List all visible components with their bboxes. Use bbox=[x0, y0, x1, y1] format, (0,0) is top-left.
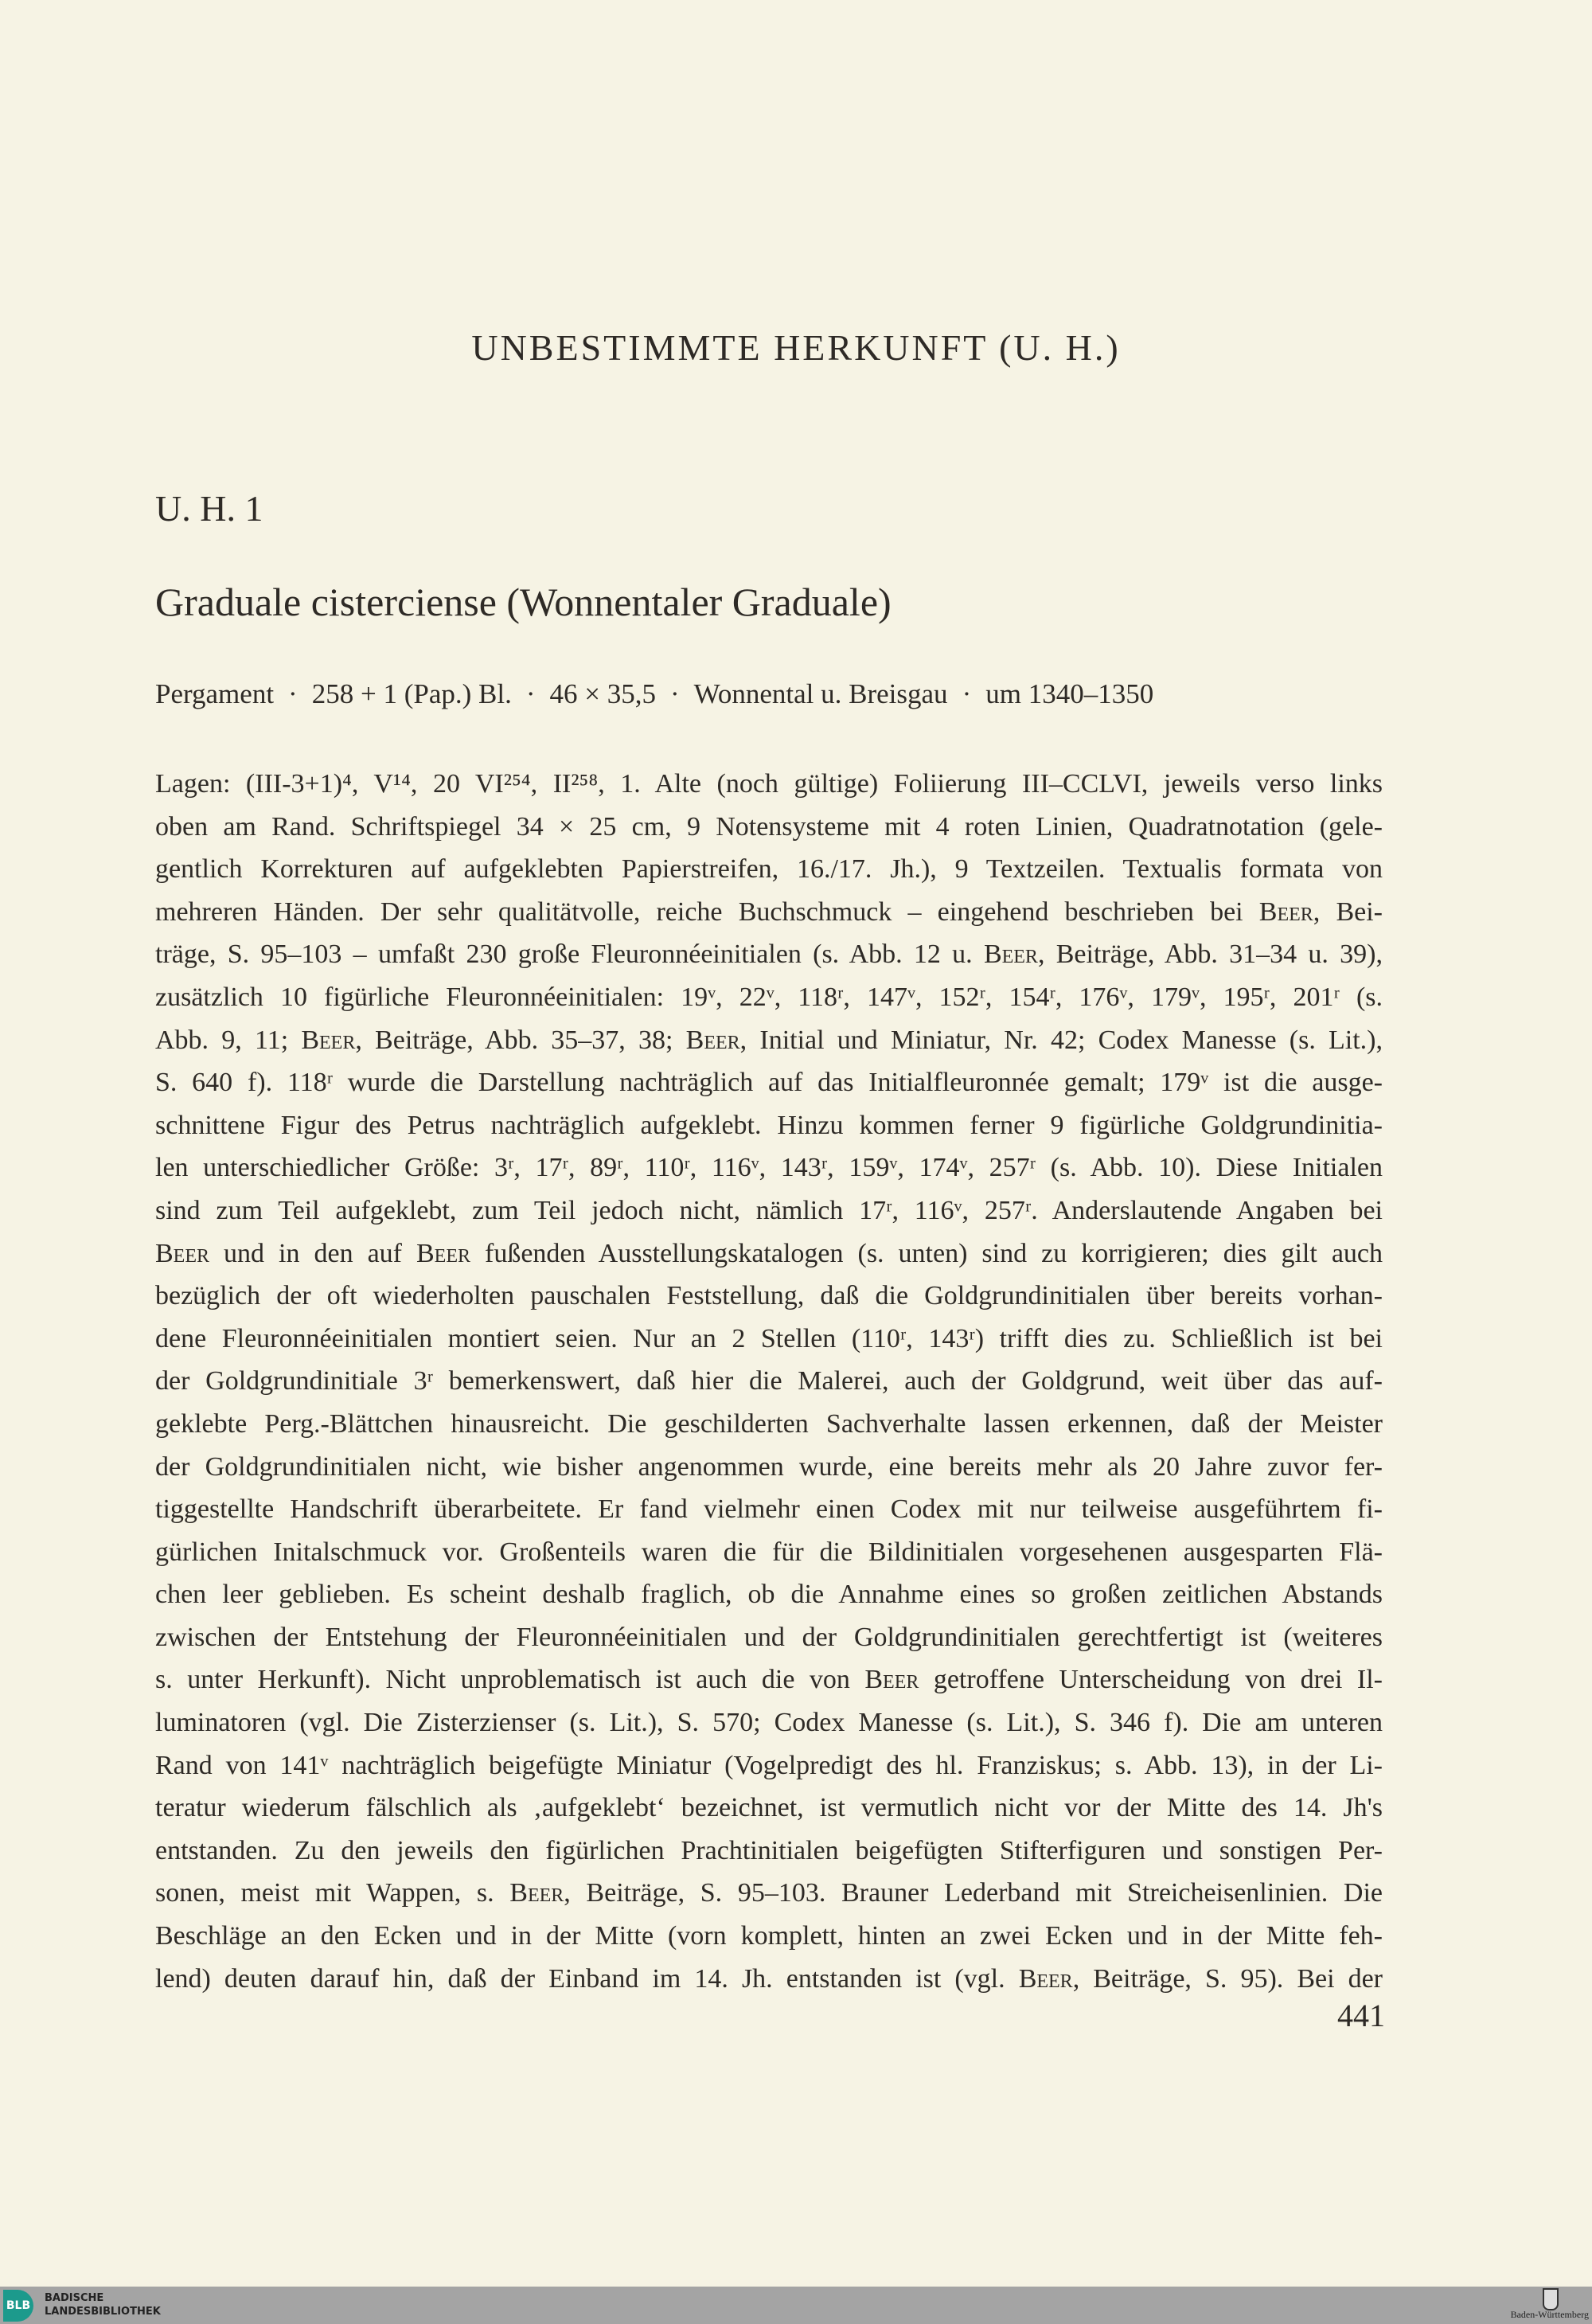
author-smallcaps: Beer bbox=[1258, 896, 1313, 927]
text-line: zwischen der Entstehung der Fleuronnéeinitialen und der Goldgrundinitialen gerechtfertigt ist (weiteres bbox=[155, 1622, 1383, 1652]
text-line: chen leer geblieben. Es scheint deshalb fraglich, ob die Annahme eines so großen zeitlichen Abstands bbox=[155, 1580, 1383, 1610]
text-line: mehreren Händen. Der sehr qualitätvolle, reiche Buchschmuck – eingehend beschrieben bei Beer, Bei- bbox=[155, 896, 1383, 927]
text-line: Beer und in den auf Beer fußenden Ausstellungskatalogen (s. unten) sind zu korrigieren; dies gilt auch bbox=[155, 1238, 1383, 1268]
text-line: luminatoren (vgl. Die Zisterzienser (s. Lit.), S. 570; Codex Manesse (s. Lit.), S. 346 f). Die am unteren bbox=[155, 1708, 1383, 1738]
library-name-line1: BADISCHE bbox=[45, 2292, 104, 2304]
section-title: UNBESTIMMTE HERKUNFT (U. H.) bbox=[471, 327, 1121, 368]
library-name[interactable] bbox=[45, 2291, 161, 2318]
meta-separator: · bbox=[525, 678, 536, 709]
meta-separator: · bbox=[669, 678, 680, 709]
text-line: sind zum Teil aufgeklebt, zum Teil jedoch nicht, nämlich 17ʳ, 116ᵛ, 257ʳ. Anderslautende Angaben bei bbox=[155, 1195, 1383, 1225]
author-smallcaps: Beer bbox=[301, 1025, 356, 1055]
meta-place: Wonnental u. Breisgau bbox=[693, 678, 948, 709]
meta-separator: · bbox=[288, 678, 298, 709]
text-line: Abb. 9, 11; Beer, Beiträge, Abb. 35–37, 38; Beer, Initial und Miniatur, Nr. 42; Codex Manesse (s. Lit.), bbox=[155, 1025, 1383, 1055]
author-smallcaps: Beer bbox=[416, 1238, 471, 1268]
entry-title: Graduale cisterciense (Wonnentaler Graduale) bbox=[155, 580, 892, 624]
text-line: tiggestellte Handschrift überarbeitete. Er fand vielmehr einen Codex mit nur teilweise ausgeführtem fi- bbox=[155, 1494, 1383, 1525]
text-line: schnittene Figur des Petrus nachträglich aufgeklebt. Hinzu kommen ferner 9 figürliche Goldgrundinitia- bbox=[155, 1110, 1383, 1140]
text-line: lend) deuten darauf hin, daß der Einband im 14. Jh. entstanden ist (vgl. Beer, Beiträge, S. 95). Bei der bbox=[155, 1963, 1383, 1994]
text-line: s. unter Herkunft). Nicht unproblematisch ist auch die von Beer getroffene Unterscheidung von drei Il- bbox=[155, 1665, 1383, 1695]
page-number: 441 bbox=[1337, 1998, 1385, 2033]
text-line: len unterschiedlicher Größe: 3ʳ, 17ʳ, 89ʳ, 110ʳ, 116ᵛ, 143ʳ, 159ᵛ, 174ᵛ, 257ʳ (s. Abb. 10). Diese Initialen bbox=[155, 1153, 1383, 1183]
text-line: entstanden. Zu den jeweils den figürlichen Prachtinitialen beigefügten Stifterfiguren und sonstigen Per- bbox=[155, 1835, 1383, 1865]
text-line: dene Fleuronnéeinitialen montiert seien. Nur an 2 Stellen (110ʳ, 143ʳ) trifft dies zu. Schließlich ist bei bbox=[155, 1323, 1383, 1353]
text-line: bezüglich der oft wiederholten pauschalen Feststellung, daß die Goldgrundinitialen über bereits vorhan- bbox=[155, 1281, 1383, 1311]
author-smallcaps: Beer bbox=[983, 939, 1038, 970]
text-line: sonen, meist mit Wappen, s. Beer, Beiträge, S. 95–103. Brauner Lederband mit Streicheisenlinien. Die bbox=[155, 1878, 1383, 1908]
meta-dimensions: 46 × 35,5 bbox=[549, 678, 656, 709]
text-line: teratur wiederum fälschlich als ‚aufgeklebt‘ bezeichnet, ist vermutlich nicht vor der Mitte des 14. Jh's bbox=[155, 1793, 1383, 1823]
author-smallcaps: Beer bbox=[864, 1665, 919, 1695]
footer-bar bbox=[0, 2287, 1592, 2324]
blb-logo-icon[interactable]: BLB bbox=[3, 2290, 33, 2322]
meta-date: um 1340–1350 bbox=[985, 678, 1154, 709]
text-line: Beschläge an den Ecken und in der Mitte (vorn komplett, hinten an zwei Ecken und in der Mitte feh- bbox=[155, 1921, 1383, 1951]
text-line: träge, S. 95–103 – umfaßt 230 große Fleuronnéeinitialen (s. Abb. 12 u. Beer, Beiträge, Abb. 31–34 u. 39), bbox=[155, 939, 1383, 970]
text-line: gentlich Korrekturen auf aufgeklebten Papierstreifen, 16./17. Jh.), 9 Textzeilen. Textualis formata von bbox=[155, 854, 1383, 885]
text-line: gürlichen Initalschmuck vor. Großenteils waren die für die Bildinitialen vorgesehenen ausgesparten Flä- bbox=[155, 1537, 1383, 1567]
text-line: zusätzlich 10 figürliche Fleuronnéeinitialen: 19ᵛ, 22ᵛ, 118ʳ, 147ᵛ, 152ʳ, 154ʳ, 176ᵛ, 179ᵛ, 195ʳ, 201ʳ (s. bbox=[155, 982, 1383, 1012]
state-name: Baden-Württemberg bbox=[1510, 2309, 1589, 2320]
meta-separator: · bbox=[962, 678, 972, 709]
meta-leaves: 258 + 1 (Pap.) Bl. bbox=[311, 678, 512, 709]
text-line: der Goldgrundinitiale 3ʳ bemerkenswert, daß hier die Malerei, auch der Goldgrund, weit über das auf- bbox=[155, 1366, 1383, 1396]
text-line: Lagen: (III-3+1)⁴, V¹⁴, 20 VI²⁵⁴, II²⁵⁸, 1. Alte (noch gültige) Foliierung III–CCLVI, jeweils verso links bbox=[155, 769, 1383, 799]
author-smallcaps: Beer bbox=[1018, 1963, 1073, 1994]
meta-material: Pergament bbox=[155, 678, 275, 709]
author-smallcaps: Beer bbox=[155, 1238, 210, 1268]
entry-metadata bbox=[155, 678, 1341, 710]
coat-of-arms-icon bbox=[1543, 2288, 1559, 2310]
description-body bbox=[155, 763, 1383, 2000]
author-smallcaps: Beer bbox=[509, 1878, 564, 1908]
text-line: der Goldgrundinitialen nicht, wie bisher angenommen wurde, eine bereits mehr als 20 Jahre zuvor fer- bbox=[155, 1451, 1383, 1482]
author-smallcaps: Beer bbox=[685, 1025, 740, 1055]
text-line: S. 640 f). 118ʳ wurde die Darstellung nachträglich auf das Initialfleuronnée gemalt; 179ᵛ ist die ausge- bbox=[155, 1068, 1383, 1098]
library-name-line2: LANDESBIBLIOTHEK bbox=[45, 2306, 161, 2318]
text-line: geklebte Perg.-Blättchen hinausreicht. Die geschilderten Sachverhalte lassen erkennen, daß der Meister bbox=[155, 1408, 1383, 1439]
text-line: oben am Rand. Schriftspiegel 34 × 25 cm, 9 Notensysteme mit 4 roten Linien, Quadratnotation (gele- bbox=[155, 811, 1383, 842]
entry-id: U. H. 1 bbox=[155, 488, 263, 529]
text-line: Rand von 141ᵛ nachträglich beigefügte Miniatur (Vogelpredigt des hl. Franziskus; s. Abb. 13), in der Li- bbox=[155, 1750, 1383, 1780]
